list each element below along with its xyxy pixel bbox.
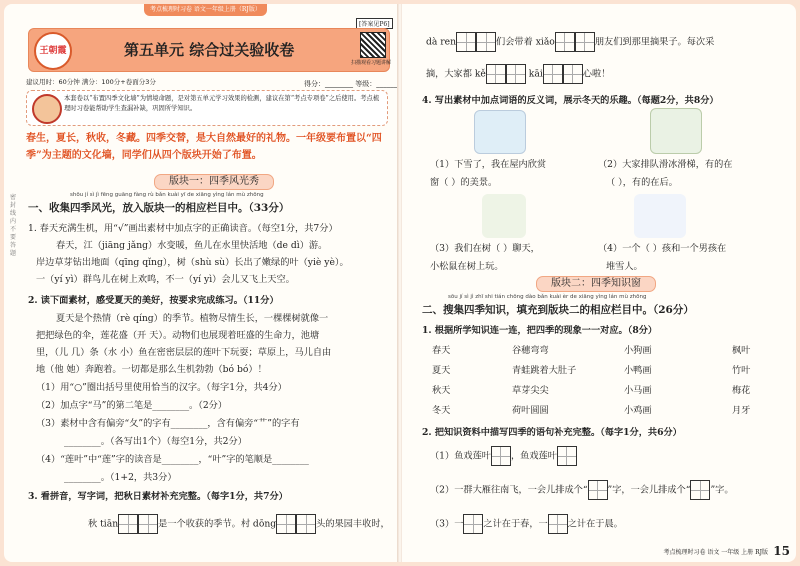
match-season[interactable]: 夏天 [432,365,451,376]
q4-4a[interactable]: （4）一个（ ）孩和一个男孩在 [598,243,727,254]
write-box[interactable] [555,32,575,52]
write-box[interactable] [476,32,496,52]
q2-line2: 把把绿色的伞，莲花盛（开 天）。动物们也展现着旺盛的生命力，池塘 [36,330,320,341]
match-animal[interactable]: 小马画 [624,385,652,396]
page-number: 15 [773,544,790,558]
q4-1a: （1）下雪了，我在屋内欣赏 [430,159,547,170]
top-bar: 考点梳理时习卷 语文一年级上册（RJ版） [144,4,267,16]
slide-icon [650,108,702,154]
q1-line1: 春天，江（jiāng jǎng）水变暖，鱼儿在水里快活地（de dì）游。 [56,240,328,251]
winter-tree-icon [482,194,526,238]
q3-line: 秋 tiān 是一个收获的季节。村 dōng 头的果园丰收时， [88,514,390,534]
snowman-kids-icon [634,194,686,238]
m1-text: 1. 根据所学知识连一连，把四季的现象一一对应。（8分） [422,325,658,336]
q2-line3: 里，（儿 几）条（水 小）鱼在密密层层的莲叶下玩耍；草原上，马儿自由 [36,347,332,358]
m2-3: （3）一 之计在于春，一 之计在于晨。 [430,514,623,534]
match-phenomenon[interactable]: 谷穗弯弯 [512,345,549,356]
q2-c2[interactable]: ________。（各写出1个）（每空1分，共2分） [64,436,247,447]
qr-code-icon [360,32,386,58]
r-line2: 摘，大家都 kě kāi 心啦！ [426,64,610,84]
window-snow-icon [474,110,526,154]
write-box[interactable] [118,514,138,534]
brand-logo: 王朝霞 [34,32,72,70]
match-season[interactable]: 秋天 [432,385,451,396]
match-animal[interactable]: 小鸭画 [624,365,652,376]
q2-a: （1）用“○”圈出括号里使用恰当的汉字。（每字1分，共4分） [36,382,287,393]
write-box[interactable] [506,64,526,84]
module2-title: 版块二：四季知识窗 [536,276,656,292]
module1-title: 版块一：四季风光秀 [154,174,274,190]
q4-4b: 堆雪人。 [606,261,643,272]
q1-line3: 一（yí yì）群鸟儿在树上欢鸣，不一（yí yì）会儿又飞上天空。 [36,274,295,285]
write-box[interactable] [138,514,158,534]
answer-tag: [答案见P6] [356,18,393,29]
section1-heading: 一、收集四季风光，放入版块一的相应栏目中。（33分） [28,202,290,214]
match-animal[interactable]: 小鸡画 [624,405,652,416]
match-shape[interactable]: 枫叶 [732,345,751,356]
write-box[interactable] [463,514,483,534]
qr-caption: 扫描观看习题讲解 [351,60,392,66]
write-box[interactable] [296,514,316,534]
right-page [402,4,796,562]
q2-line1: 夏天是个热情（rè qíng）的季节。植物尽情生长，一棵棵树就像一 [56,313,329,324]
match-shape[interactable]: 竹叶 [732,365,751,376]
write-box[interactable] [456,32,476,52]
q4-2a: （2）大家排队滑冰滑梯，有的在 [598,159,733,170]
match-animal[interactable]: 小狗画 [624,345,652,356]
q2-text: 2. 读下面素材，感受夏天的美好，按要求完成练习。（11分） [28,295,279,306]
write-box[interactable] [491,446,511,466]
match-phenomenon[interactable]: 草芽尖尖 [512,385,549,396]
exam-info: 建议用时：60分钟 满分：100分+卷面分3分 [26,78,156,86]
section2-heading: 二、搜集四季知识，填充到版块二的相应栏目中。（26分） [422,304,694,316]
write-box[interactable] [575,32,595,52]
intro-text: 本套卷以“布置四季文化墙”为情境命题，是对第五单元学习效果的检测，建议在第“考点专项卷”之后使用。考点梳理时习卷能帮助学生查漏补缺，巩固所学知识。 [64,95,380,112]
q4-1b[interactable]: 窗（ ）的美景。 [430,177,498,188]
q2-d[interactable]: （4）“莲叶”中“莲”字的读音是________，“叶”字的笔顺是________ [36,454,309,465]
footer: 考点梳理时习卷 语文 一年级 上册 RJ版 [663,549,768,556]
section1-pinyin: shōu jí sì jì fēng guāng fàng rù bǎn kuài yī de xiāng yìng lán mù zhōng [70,192,264,198]
lead-paragraph: 春生，夏长，秋收，冬藏。四季交替，是大自然最好的礼物。一年级要布置以“四季”为主题的文化墙，同学们从四个版块开始了布置。 [26,133,382,161]
match-shape[interactable]: 梅花 [732,385,751,396]
m2-2: （2）一群大雁往南飞，一会儿排成个“ ”字，一会儿排成个“ ”字。 [430,480,734,500]
score-fields: 得分：________ 等级：______ [304,80,398,88]
r-line1: dà ren 们会带着 xiǎo 朋友们到那里摘果子。每次采 [426,32,714,52]
write-box[interactable] [588,480,608,500]
q4-2b[interactable]: （ ），有的在后。 [606,177,678,188]
q2-line4: 地（他 她）奔跑着。一切都是那么生机勃勃（bó bó）！ [36,364,267,375]
match-phenomenon[interactable]: 荷叶圆圆 [512,405,549,416]
q2-c[interactable]: （3）素材中含有偏旁“夂”的字有________，含有偏旁“艹”的字有 [36,418,300,429]
q2-b[interactable]: （2）加点字“马”的第二笔是________。（2分） [36,400,228,411]
q4-text: 4. 写出素材中加点词语的反义词，展示冬天的乐趣。（每题2分，共8分） [422,95,719,106]
match-season[interactable]: 春天 [432,345,451,356]
seal-line-label: 密封线内不要答题 [10,194,17,257]
write-box[interactable] [486,64,506,84]
section2-pinyin: sōu jí sì jì zhī shi tián chōng dào bǎn kuài èr de xiāng yìng lán mù zhōng [448,294,647,300]
write-box[interactable] [543,64,563,84]
q4-3b: 小松鼠在树上玩。 [430,261,504,272]
m2-text: 2. 把知识资料中描写四季的语句补充完整。（每字1分，共6分） [422,427,682,438]
write-box[interactable] [276,514,296,534]
match-shape[interactable]: 月牙 [732,405,751,416]
write-box[interactable] [563,64,583,84]
q1-line2: 岸边草芽钻出地面（qīng qǐng），树（shù sù）长出了嫩绿的叶（yiè yè）。 [36,257,349,268]
left-page [4,4,398,562]
page-title: 第五单元 综合过关验收卷 [124,41,295,59]
match-phenomenon[interactable]: 青蛙跳着大肚子 [512,365,577,376]
q2-d2[interactable]: ________。（1+2，共3分） [64,472,177,483]
m2-1: （1）鱼戏莲叶 ，鱼戏莲叶 [430,446,577,466]
match-season[interactable]: 冬天 [432,405,451,416]
q1-text: 1. 春天充满生机，用“√”画出素材中加点字的正确读音。（每空1分，共7分） [28,223,338,234]
girl-avatar-icon [32,94,62,124]
write-box[interactable] [548,514,568,534]
q3-text: 3. 看拼音，写字词，把秋日素材补充完整。（每字1分，共7分） [28,491,288,502]
write-box[interactable] [557,446,577,466]
write-box[interactable] [690,480,710,500]
q4-3a[interactable]: （3）我们在树（ ）聊天， [430,243,540,254]
